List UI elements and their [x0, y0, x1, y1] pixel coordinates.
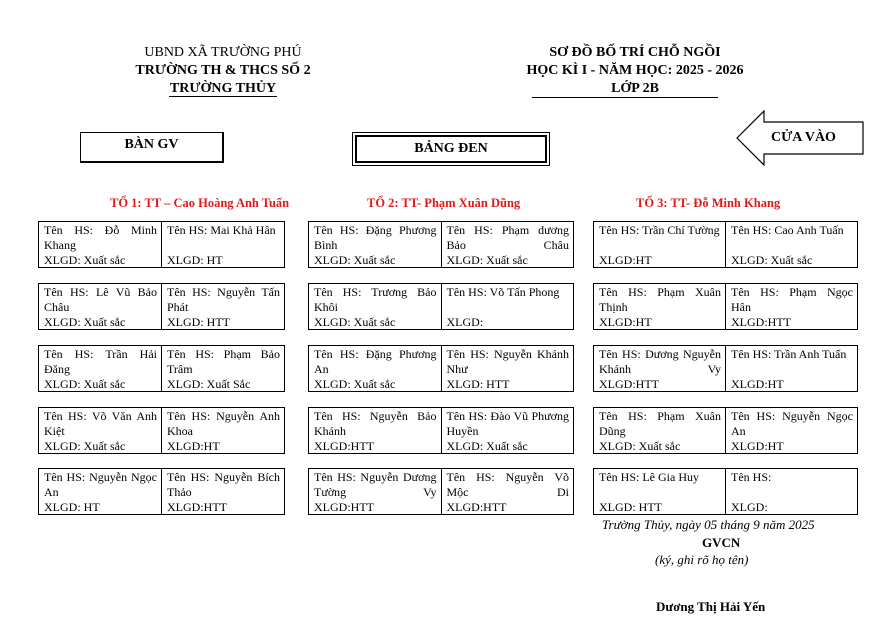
seat: [725, 469, 857, 514]
seat: [594, 408, 725, 453]
student-grade: XLGD:HT: [599, 253, 652, 267]
desk: [308, 468, 574, 515]
seat: [594, 346, 725, 391]
student-name: Tên HS: Lê Vũ Bảo Châu: [44, 285, 157, 314]
seat: [39, 284, 161, 329]
seat: [309, 408, 441, 453]
student-name: Tên HS: Phạm Xuân Dũng: [599, 409, 721, 438]
student-grade: XLGD:: [731, 500, 768, 514]
desk: [593, 221, 858, 268]
student-grade: XLGD:HT: [167, 439, 220, 453]
student-grade: XLGD:HT: [731, 439, 784, 453]
student-name: Tên HS: Nguyễn Bảo Khánh: [314, 409, 437, 438]
document-title: SƠ ĐỒ BỐ TRÍ CHỖ NGỒI: [549, 45, 721, 60]
seat: [161, 222, 284, 267]
desk: [308, 283, 574, 330]
student-grade: XLGD:HTT: [731, 315, 791, 329]
student-name: Tên HS: Mai Khả Hân: [167, 223, 276, 237]
school-year: HỌC KÌ I - NĂM HỌC: 2025 - 2026: [526, 63, 744, 78]
seat: [161, 408, 284, 453]
student-name: Tên HS: Trương Bảo Khôi: [314, 285, 437, 314]
desk: [308, 221, 574, 268]
seat: [594, 469, 725, 514]
student-grade: XLGD: Xuất sắc: [446, 253, 528, 267]
desk: [593, 283, 858, 330]
seat: [39, 469, 161, 514]
class-name: LỚP 2B: [611, 81, 659, 96]
student-grade: XLGD:HTT: [167, 500, 227, 514]
desk: [38, 345, 285, 392]
student-name: Tên HS: Đỗ Minh Khang: [44, 223, 157, 252]
student-name: Tên HS: Nguyễn Ngọc An: [731, 409, 853, 438]
desk: [38, 221, 285, 268]
seat: [441, 469, 574, 514]
student-grade: XLGD: Xuất sắc: [731, 253, 813, 267]
desk: [593, 468, 858, 515]
seat: [309, 346, 441, 391]
student-name: Tên HS: Nguyễn Anh Khoa: [167, 409, 280, 438]
desk: [38, 407, 285, 454]
student-grade: XLGD: HTT: [599, 500, 662, 514]
seat: [725, 346, 857, 391]
student-grade: XLGD: Xuất sắc: [314, 315, 396, 329]
student-grade: XLGD:HTT: [599, 377, 659, 391]
student-grade: XLGD: Xuất sắc: [314, 253, 396, 267]
student-grade: XLGD: Xuất sắc: [44, 315, 126, 329]
student-name: Tên HS: Đặng Phương An: [314, 347, 437, 376]
student-grade: XLGD:HT: [731, 377, 784, 391]
student-grade: XLGD: Xuất sắc: [599, 439, 681, 453]
student-grade: XLGD: HT: [167, 253, 223, 267]
student-name: Tên HS: Võ Văn Anh Kiệt: [44, 409, 157, 438]
desk: [38, 468, 285, 515]
teacher-name: Dương Thị Hải Yến: [656, 599, 766, 614]
seat: [39, 408, 161, 453]
school-location: TRƯỜNG THỦY: [169, 81, 277, 96]
desk: [593, 407, 858, 454]
seat: [441, 284, 574, 329]
seat: [39, 346, 161, 391]
student-name: Tên HS: Phạm Bảo Trâm: [167, 347, 280, 376]
student-name: Tên HS:: [731, 470, 772, 484]
seat: [161, 469, 284, 514]
blackboard: [352, 132, 550, 166]
student-grade: XLGD:HTT: [446, 500, 507, 514]
seat: [725, 222, 857, 267]
student-name: Tên HS: Phạm Ngọc Hân: [731, 285, 853, 314]
signature-role: GVCN: [702, 535, 741, 550]
student-name: Tên HS: Trần Anh Tuấn: [731, 347, 847, 361]
seat: [594, 284, 725, 329]
document-header: [490, 44, 780, 98]
group-2-title: TỔ 2: TT- Phạm Xuân Dũng: [367, 196, 521, 210]
teacher-desk: [80, 132, 224, 163]
student-name: Tên HS: Đặng Phương Bình: [314, 223, 437, 252]
student-grade: XLGD: Xuất sắc: [314, 377, 396, 391]
student-name: Tên HS: Nguyễn Ngọc An: [44, 470, 157, 499]
teacher-desk-label: BÀN GV: [124, 137, 179, 152]
seat: [161, 346, 284, 391]
signature-date: Trường Thủy, ngày 05 tháng 9 năm 2025: [602, 517, 815, 532]
seat: [725, 408, 857, 453]
school-header: [120, 44, 326, 98]
student-name: Tên HS: Phạm Xuân Thịnh: [599, 285, 721, 314]
student-name: Tên HS: Đào Vũ Phương Huyền: [446, 409, 569, 438]
student-name: Tên HS: Nguyễn Dương Tường Vy: [314, 470, 437, 499]
group-1-title: TỔ 1: TT – Cao Hoàng Anh Tuấn: [110, 196, 290, 210]
student-name: Tên HS: Võ Tấn Phong: [446, 285, 560, 299]
student-name: Tên HS: Dương Nguyễn Khánh Vy: [599, 347, 721, 376]
seat: [441, 408, 574, 453]
student-grade: XLGD:HTT: [314, 439, 374, 453]
seat: [725, 284, 857, 329]
entrance-label: CỬA VÀO: [771, 130, 836, 145]
student-grade: XLGD: HT: [44, 500, 100, 514]
authority-name: UBND XÃ TRƯỜNG PHÚ: [144, 45, 302, 60]
desk: [38, 283, 285, 330]
student-name: Tên HS: Nguyễn Võ Mộc Di: [446, 470, 569, 499]
student-name: Tên HS: Lê Gia Huy: [599, 470, 699, 484]
student-grade: XLGD: HTT: [446, 377, 510, 391]
student-grade: XLGD: Xuất sắc: [44, 439, 126, 453]
student-name: Tên HS: Nguyễn Khánh Như: [446, 347, 569, 376]
student-name: Tên HS: Nguyễn Bích Thảo: [167, 470, 280, 499]
blackboard-label: BẢNG ĐEN: [414, 141, 488, 156]
student-grade: XLGD: Xuất sắc: [44, 253, 126, 267]
header-left-divider: [169, 96, 277, 97]
group-3-title: TỔ 3: TT- Đỗ Minh Khang: [636, 196, 781, 210]
student-grade: XLGD: Xuất sắc: [446, 439, 528, 453]
school-name: TRƯỜNG TH & THCS SỐ 2: [135, 63, 311, 78]
student-name: Tên HS: Trần Chí Tường: [599, 223, 720, 237]
seat: [594, 222, 725, 267]
student-grade: XLGD:: [446, 315, 484, 329]
seat: [39, 222, 161, 267]
student-grade: XLGD: HTT: [167, 315, 230, 329]
seat: [441, 346, 574, 391]
seat: [161, 284, 284, 329]
desk: [308, 345, 574, 392]
student-grade: XLGD: Xuất Sắc: [167, 377, 251, 391]
student-grade: XLGD:HTT: [314, 500, 374, 514]
student-name: Tên HS: Phạm dương Bảo Châu: [446, 223, 569, 252]
header-right-divider: [532, 97, 718, 98]
student-grade: XLGD: Xuất sắc: [44, 377, 126, 391]
seat: [309, 222, 441, 267]
desk: [593, 345, 858, 392]
student-name: Tên HS: Cao Anh Tuấn: [731, 223, 844, 237]
desk: [308, 407, 574, 454]
student-name: Tên HS: Nguyễn Tấn Phát: [167, 285, 280, 314]
student-name: Tên HS: Trần Hải Đăng: [44, 347, 157, 376]
seat: [309, 469, 441, 514]
student-grade: XLGD:HT: [599, 315, 652, 329]
seat: [441, 222, 574, 267]
seat: [309, 284, 441, 329]
signature-note: (ký, ghi rõ họ tên): [655, 552, 749, 567]
